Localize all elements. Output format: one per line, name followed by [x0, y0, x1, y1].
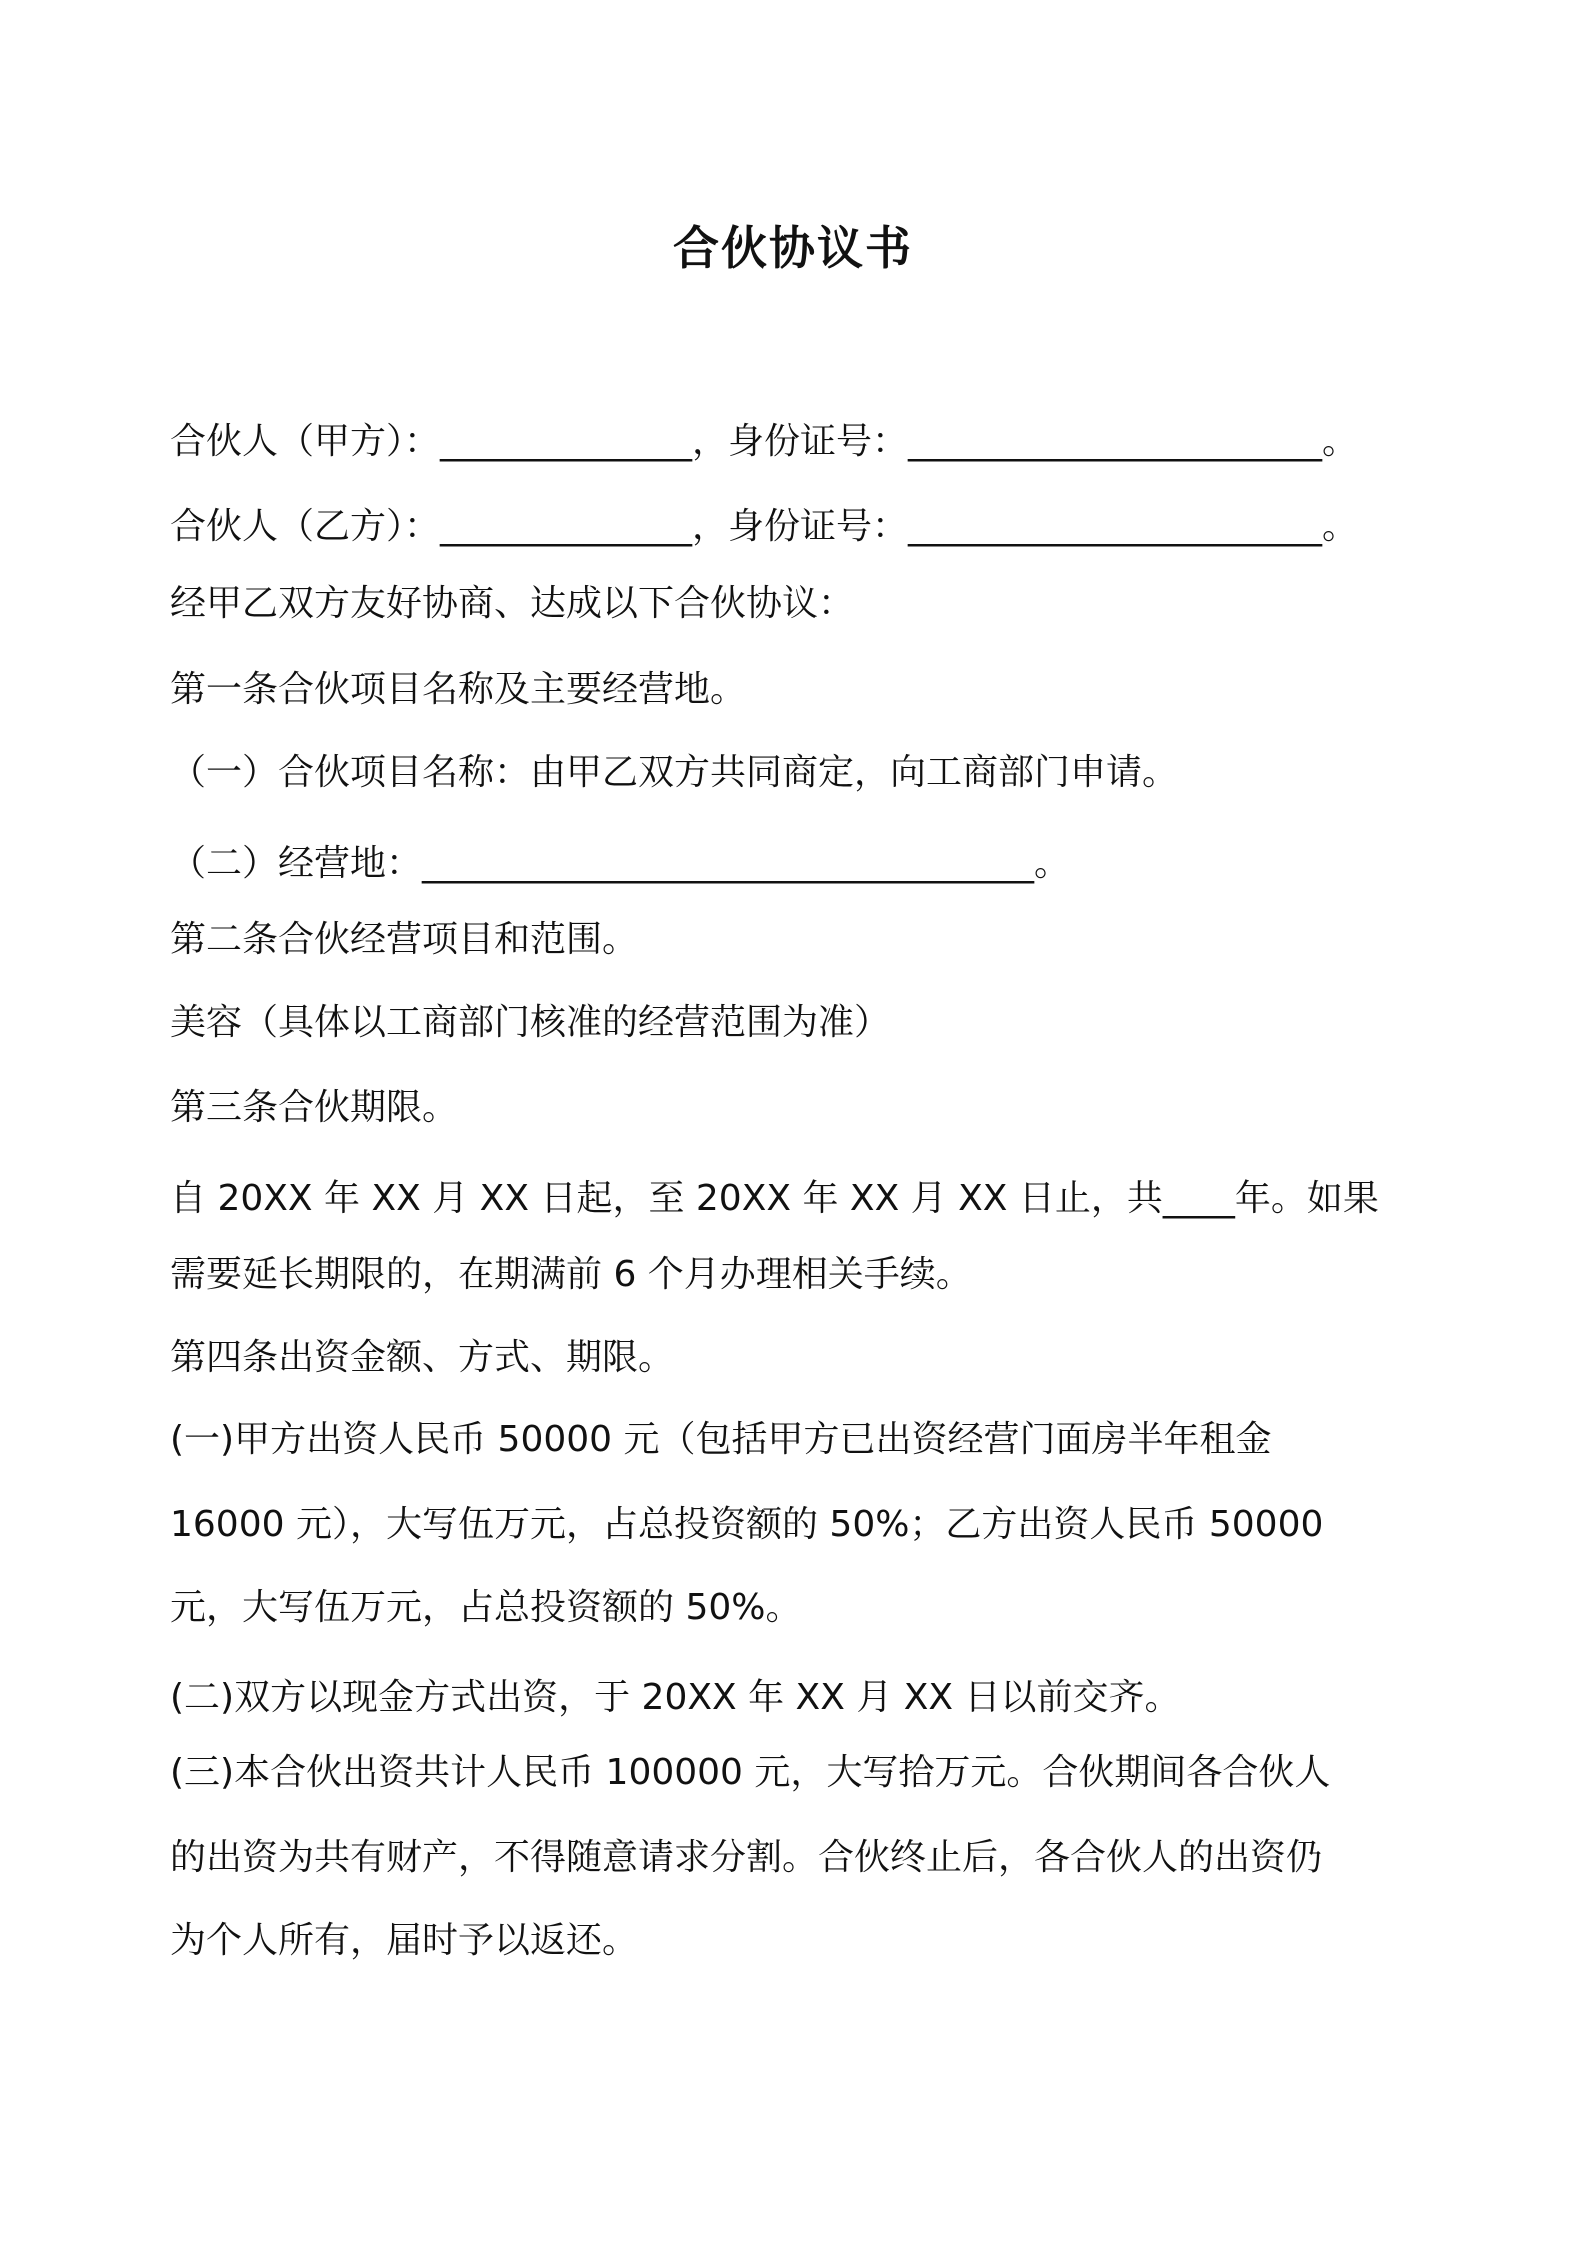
party-b-line: 合伙人（乙方）：______________，身份证号：_______________________。 [170, 506, 1359, 547]
article-3-heading: 第三条合伙期限。 [170, 1087, 459, 1128]
agreement-intro: 经甲乙双方友好协商、达成以下合伙协议： [170, 583, 855, 624]
document-title: 合伙协议书 [673, 221, 913, 275]
article-4-item-1-line-3: 元，大写伍万元，占总投资额的 50%。 [170, 1587, 802, 1628]
article-4-heading: 第四条出资金额、方式、期限。 [170, 1337, 675, 1378]
article-2-heading: 第二条合伙经营项目和范围。 [170, 919, 639, 960]
article-4-item-1-line-1: (一)甲方出资人民币 50000 元（包括甲方已出资经营门面房半年租金 [170, 1419, 1272, 1460]
article-4-item-3-line-1: (三)本合伙出资共计人民币 100000 元，大写拾万元。合伙期间各合伙人 [170, 1752, 1331, 1793]
article-4-item-1-line-2: 16000 元），大写伍万元，占总投资额的 50%；乙方出资人民币 50000 [170, 1504, 1324, 1545]
article-4-item-3-line-3: 为个人所有，届时予以返还。 [170, 1920, 639, 1961]
article-1-item-2: （二）经营地：__________________________________。 [170, 843, 1071, 884]
article-4-item-3-line-2: 的出资为共有财产，不得随意请求分割。合伙终止后，各合伙人的出资仍 [170, 1837, 1323, 1878]
article-2-body: 美容（具体以工商部门核准的经营范围为准） [170, 1002, 891, 1043]
article-3-body-line-1: 自 20XX 年 XX 月 XX 日起，至 20XX 年 XX 月 XX 日止，共____年。如果 [170, 1178, 1379, 1219]
article-1-heading: 第一条合伙项目名称及主要经营地。 [170, 669, 747, 710]
article-4-item-2: (二)双方以现金方式出资，于 20XX 年 XX 月 XX 日以前交齐。 [170, 1677, 1181, 1718]
party-a-line: 合伙人（甲方）：______________，身份证号：_______________________。 [170, 421, 1359, 462]
article-3-body-line-2: 需要延长期限的，在期满前 6 个月办理相关手续。 [170, 1254, 972, 1295]
article-1-item-1: （一）合伙项目名称：由甲乙双方共同商定，向工商部门申请。 [170, 752, 1179, 793]
